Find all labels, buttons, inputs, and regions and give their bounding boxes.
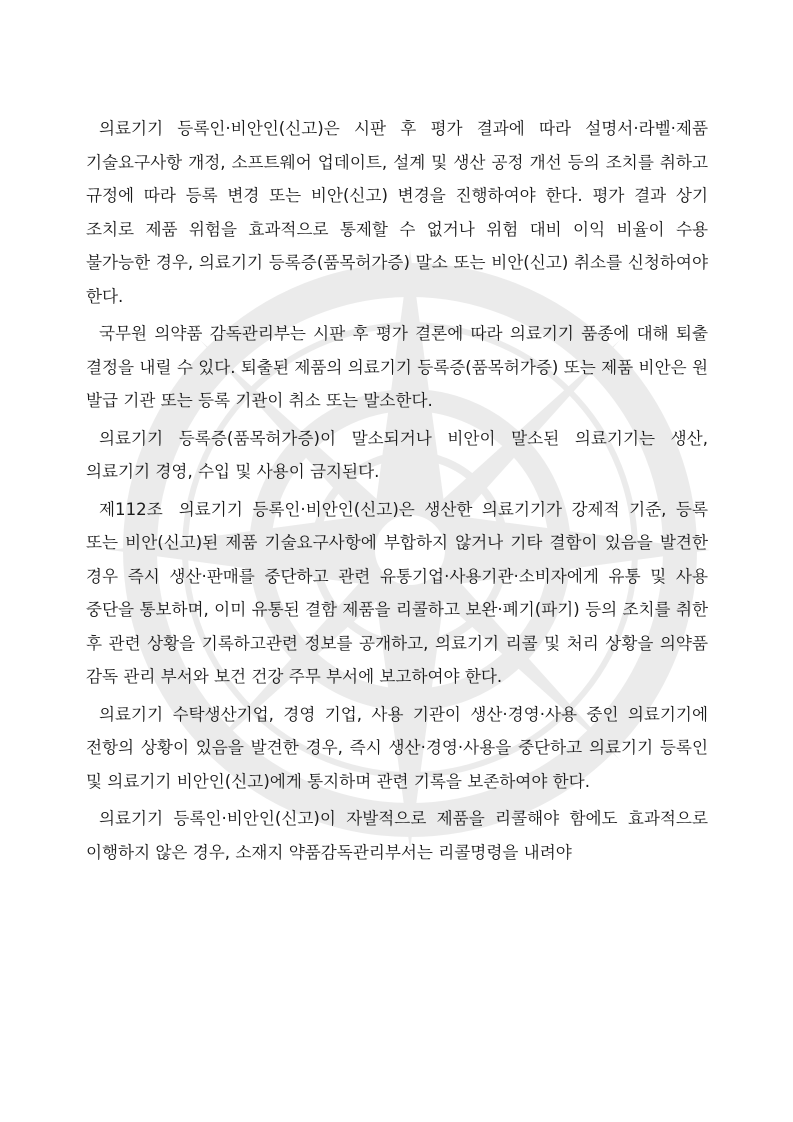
paragraph-6: 의료기기 등록인·비안인(신고)이 자발적으로 제품을 리콜해야 함에도 효과적으로 이행하지 않은 경우, 소재지 약품감독관리부서는 리콜명령을 내려야 (86, 809, 708, 862)
paragraph-4-article-112 (86, 493, 708, 694)
paragraph-3: 의료기기 등록증(품목허가증)이 말소되거나 비안이 말소된 의료기기는 생산, 의료기기 경영, 수입 및 사용이 금지된다. (86, 428, 708, 481)
paragraph-2: 국무원 의약품 감독관리부는 시판 후 평가 결론에 따라 의료기기 품종에 대해 퇴출 결정을 내릴 수 있다. 퇴출된 제품의 의료기기 등록증(품목허가증) 또는 제품 비안은 원 발급 기관 또는 등록 기관이 취소 또는 말소한다. (86, 324, 708, 410)
article-number: 제112조 (99, 499, 163, 519)
paragraph-1: 의료기기 등록인·비안인(신고)은 시판 후 평가 결과에 따라 설명서·라벨·제품 기술요구사항 개정, 소프트웨어 업데이트, 설계 및 생산 공정 개선 등의 조치를 취하고 규정에 따라 등록 변경 또는 비안(신고) 변경을 진행하여야 한다. 평가 결과 상기 조치로 제품 위험을 효과적으로 통제할 수 없거나 위험 대비 이익 비율이 수용 불가능한 경우, 의료기기 등록증(품목허가증) 말소 또는 비안(신고) 취소를 신청하여야 한다. (86, 119, 708, 306)
paragraph-5: 의료기기 수탁생산기업, 경영 기업, 사용 기관이 생산·경영·사용 중인 의료기기에 전항의 상황이 있음을 발견한 경우, 즉시 생산·경영·사용을 중단하고 의료기기 등록인 및 의료기기 비안인(신고)에게 통지하며 관련 기록을 보존하여야 한다. (86, 704, 708, 791)
document-body (86, 112, 708, 873)
article-text: 의료기기 등록인·비안인(신고)은 생산한 의료기기가 강제적 기준, 등록 또는 비안(신고)된 제품 기술요구사항에 부합하지 않거나 기타 결함이 있음을 발견한 경우 즉시 생산·판매를 중단하고 관련 유통기업·사용기관·소비자에게 유통 및 사용 중단을 통보하며, 이미 유통된 결함 제품을 리콜하고 보완·폐기(파기) 등의 조치를 취한 후 관련 상황을 기록하고관련 정보를 공개하고, 의료기기 리콜 및 처리 상황을 의약품 감독 관리 부서와 보건 건강 주무 부서에 보고하여야 한다. (86, 499, 708, 686)
